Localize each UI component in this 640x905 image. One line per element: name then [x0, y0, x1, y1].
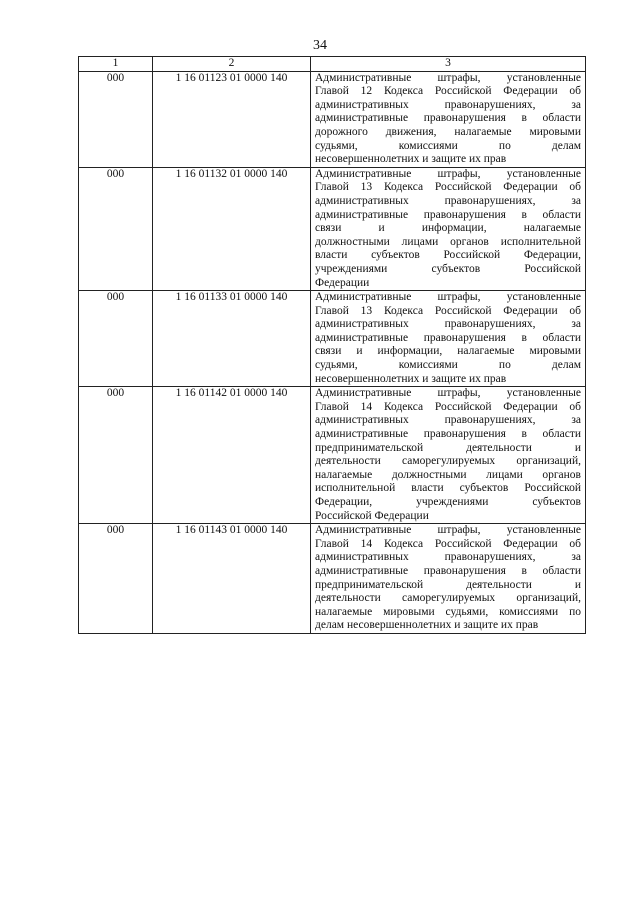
description-line: административных правонарушениях, за [315, 98, 581, 111]
budget-classification-code-cell: 1 16 01123 01 0000 140 [153, 71, 311, 167]
budget-classification-code-cell: 1 16 01133 01 0000 140 [153, 291, 311, 387]
description-line: административные правонарушения в области [315, 208, 581, 221]
description-line: административные правонарушения в области [315, 331, 581, 344]
description-line: Главой 13 Кодекса Российской Федерации об [315, 304, 581, 317]
description-line: административных правонарушениях, за [315, 194, 581, 207]
income-description-cell [311, 71, 586, 167]
admin-code-cell: 000 [79, 524, 153, 634]
description-line: несовершеннолетних и защите их прав [315, 153, 507, 166]
description-line: административные правонарушения в области [315, 564, 581, 577]
table-row [79, 167, 586, 290]
budget-classification-code-cell: 1 16 01143 01 0000 140 [153, 524, 311, 634]
budget-codes-table [78, 56, 586, 634]
description-line: судьями, комиссиями по делам [315, 359, 581, 372]
description-line: Главой 13 Кодекса Российской Федерации об [315, 181, 581, 194]
description-line: административные правонарушения в области [315, 428, 581, 441]
table-row [79, 291, 586, 387]
table-header-row [79, 57, 586, 72]
description-line: административные правонарушения в области [315, 112, 581, 125]
description-line: должностными лицами органов исполнительной [315, 235, 581, 248]
admin-code-cell: 000 [79, 387, 153, 524]
description-line: Российской Федерации [315, 509, 429, 522]
description-line: учреждениями субъектов Российской [315, 262, 581, 275]
admin-code-cell: 000 [79, 71, 153, 167]
description-line: Федерации [315, 276, 370, 289]
table-row [79, 387, 586, 524]
description-line: связи и информации, налагаемые мировыми [315, 345, 581, 358]
budget-classification-code-cell: 1 16 01142 01 0000 140 [153, 387, 311, 524]
description-line: административных правонарушениях, за [315, 318, 581, 331]
description-line: предпринимательской деятельности и [315, 578, 581, 591]
description-line: налагаемые должностными лицами органов [315, 468, 581, 481]
table-body [79, 71, 586, 633]
description-line: Федерации, учреждениями субъектов [315, 496, 581, 508]
income-description-cell [311, 291, 586, 387]
description-line: связи и информации, налагаемые [315, 222, 581, 235]
description-line: налагаемые мировыми судьями, комиссиями по [315, 605, 581, 618]
description-line: Административные штрафы, установленные [315, 524, 581, 537]
header-col-2: 2 [153, 57, 311, 72]
income-description-cell [311, 167, 586, 290]
description-line: Административные штрафы, установленные [315, 387, 581, 400]
description-line: Главой 14 Кодекса Российской Федерации об [315, 400, 581, 413]
table-row [79, 524, 586, 634]
header-col-1: 1 [79, 57, 153, 72]
description-line: административных правонарушениях, за [315, 551, 581, 564]
income-description-cell [311, 524, 586, 634]
description-line: судьями, комиссиями по делам [315, 139, 581, 152]
budget-classification-code-cell: 1 16 01132 01 0000 140 [153, 167, 311, 290]
description-line: Главой 12 Кодекса Российской Федерации об [315, 85, 581, 98]
description-line: дорожного движения, налагаемые мировыми [315, 125, 581, 138]
header-col-3: 3 [311, 57, 586, 72]
description-line: Административные штрафы, установленные [315, 291, 581, 304]
description-line: административных правонарушениях, за [315, 414, 581, 427]
description-line: власти субъектов Российской Федерации, [315, 249, 581, 262]
description-line: предпринимательской деятельности и [315, 441, 581, 454]
description-line: Административные штрафы, установленные [315, 71, 581, 84]
description-line: деятельности саморегулируемых организаций, [315, 592, 581, 605]
page-number: 34 [313, 38, 327, 53]
description-line: делам несовершеннолетних и защите их прав [315, 619, 539, 632]
description-line: Административные штрафы, установленные [315, 167, 581, 180]
admin-code-cell: 000 [79, 291, 153, 387]
description-line: исполнительной власти субъектов Российской [315, 482, 581, 495]
admin-code-cell: 000 [79, 167, 153, 290]
description-line: несовершеннолетних и защите их прав [315, 372, 507, 385]
description-line: Главой 14 Кодекса Российской Федерации об [315, 537, 581, 550]
description-line: деятельности саморегулируемых организаций, [315, 455, 581, 468]
table-row [79, 71, 586, 167]
income-description-cell [311, 387, 586, 524]
